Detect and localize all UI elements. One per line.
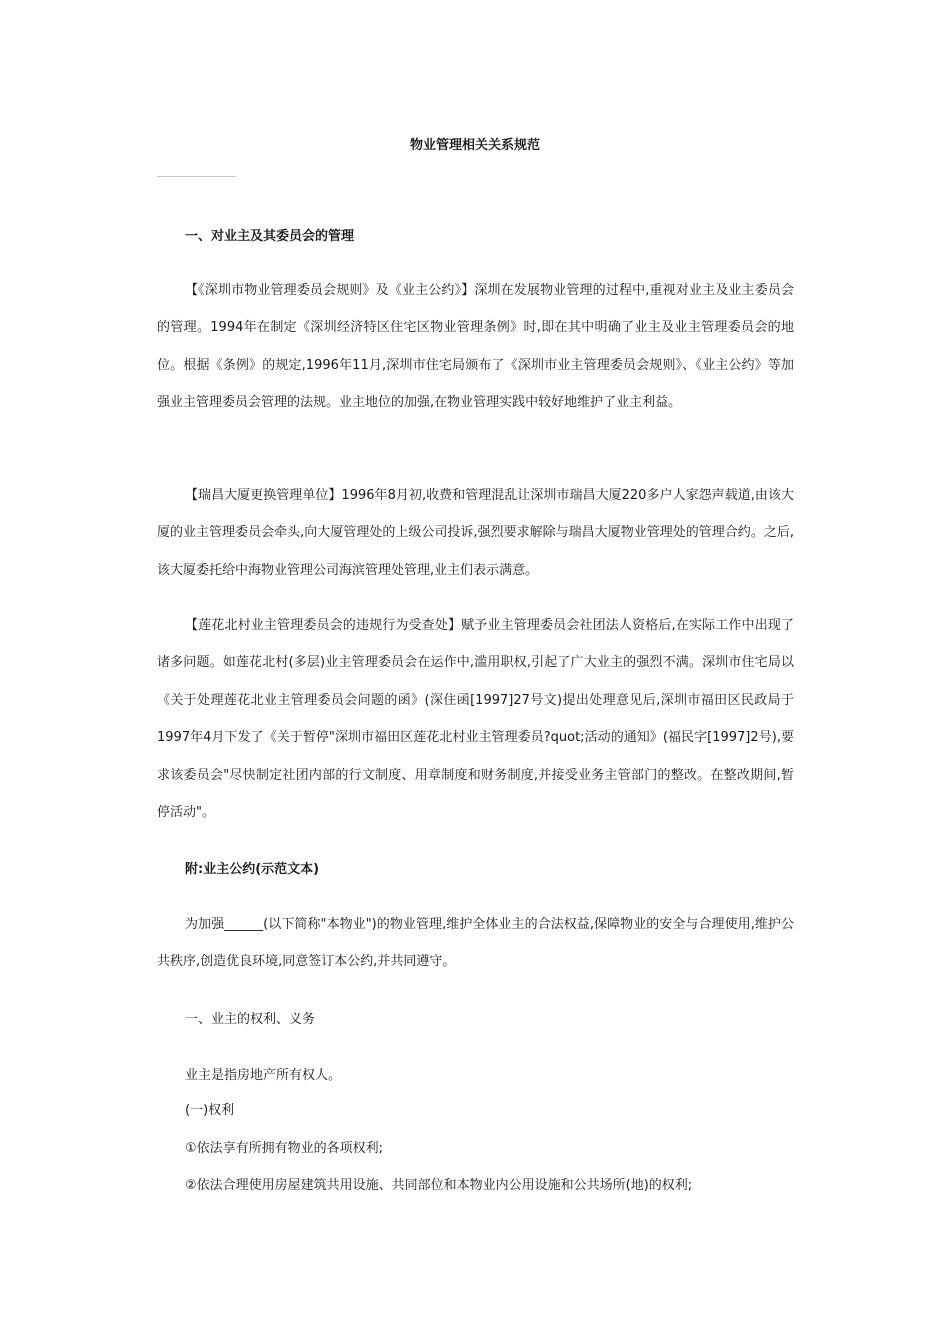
paragraph-intro: 为加强______(以下简称"本物业")的物业管理,维护全体业主的合法权益,保障物业的安全与合理使用,维护公共秩序,创造优良环境,同意签订本公约,并共同遵守。 xyxy=(157,917,794,970)
paragraph-lianhua: 【莲花北村业主管理委员会的违规行为受查处】赋予业主管理委员会社团法人资格后,在实际工作中出现了诸多问题。如莲花北村(多层)业主管理委员会在运作中,滥用职权,引起了广大业主的强烈不满。深圳市住宅局以《关于处理莲花北业主管理委员会问题的函》(深住函[1997]27号文)提出处理意见后,深圳市福田区民政局于1997年4月下发了《关于暂停"深圳市福田区莲花北村业主管理委员?quot;活动的通知》(福民字[1997]2号),要求该委员会"尽快制定社团内部的行文制度、用章制度和财务制度,并接受业务主管部门的整改。在整改期间,暂停活动"。 xyxy=(157,618,794,821)
document-title: 物业管理相关关系规范 xyxy=(409,138,540,153)
section-heading: 一、对业主及其委员会的管理 xyxy=(185,229,355,244)
list-item: 业主是指房地产所有权人。 xyxy=(185,1068,342,1083)
list-item: ①依法享有所拥有物业的各项权利; xyxy=(185,1141,384,1156)
rights-subheading: 一、业主的权利、义务 xyxy=(185,1012,316,1027)
appendix-heading: 附:业主公约(示范文本) xyxy=(185,862,320,877)
list-item: (一)权利 xyxy=(185,1103,235,1118)
list-item: ②依法合理使用房屋建筑共用设施、共同部位和本物业内公用设施和公共场所(地)的权利; xyxy=(185,1178,693,1193)
title-divider xyxy=(157,176,236,177)
paragraph-bylaws: 【《深圳市物业管理委员会规则》及《业主公约》】深圳在发展物业管理的过程中,重视对业主及业主委员会的管理。1994年在制定《深圳经济特区住宅区物业管理条例》时,即在其中明确了业主及业主管理委员会的地位。根据《条例》的规定,1996年11月,深圳市住宅局颁布了《深圳市业主管理委员会规则》、《业主公约》等加强业主管理委员会管理的法规。业主地位的加强,在物业管理实践中较好地维护了业主利益。 xyxy=(157,283,794,411)
paragraph-ruichang: 【瑞昌大厦更换管理单位】1996年8月初,收费和管理混乱让深圳市瑞昌大厦220多户人家怨声载道,由该大厦的业主管理委员会牵头,向大厦管理处的上级公司投诉,强烈要求解除与瑞昌大厦物业管理处的管理合约。之后,该大厦委托给中海物业管理公司海滨管理处管理,业主们表示满意。 xyxy=(157,488,794,578)
